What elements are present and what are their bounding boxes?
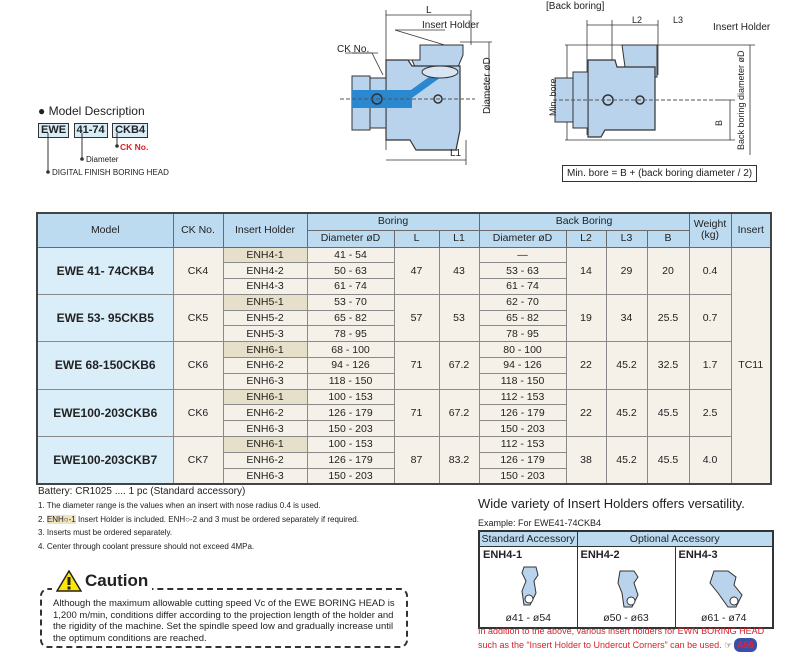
accessory-range: ø50 - ø63: [603, 612, 649, 624]
ck-cell: CK7: [173, 437, 223, 484]
holder-cell: ENH6-1: [223, 389, 307, 405]
diameter-cell: 150 - 203: [307, 468, 394, 484]
additional-info: [478, 624, 764, 652]
table-row: [37, 342, 771, 358]
back-diameter-cell: 61 - 74: [479, 279, 566, 295]
L-cell: 87: [394, 437, 439, 484]
accessories-example: Example: For EWE41-74CKB4: [478, 518, 602, 528]
model-description-title: ● Model Description: [38, 104, 145, 118]
diameter-label: Diameter: [86, 155, 119, 164]
holder-cell: ENH4-1: [223, 247, 307, 263]
B-cell: 20: [647, 247, 689, 294]
L1-cell: 83.2: [439, 437, 479, 484]
head-label: DIGITAL FINISH BORING HEAD: [52, 168, 169, 177]
holder-cell: ENH6-1: [223, 437, 307, 453]
min-bore-dim: Min. bore: [548, 78, 558, 116]
caution-title: Caution: [85, 571, 149, 590]
ck-cell: CK6: [173, 342, 223, 389]
insert-cell: TC11: [731, 247, 771, 484]
back-diameter-cell: 94 - 126: [479, 358, 566, 374]
model-part-series: EWE: [38, 123, 69, 138]
note-2-highlight: ENH○-1: [46, 514, 76, 524]
weight-cell: 4.0: [689, 437, 731, 484]
header-weight: Weight (kg): [689, 213, 731, 247]
back-diameter-cell: 112 - 153: [479, 437, 566, 453]
accessory-name: ENH4-3: [678, 548, 718, 561]
dim-L: L: [426, 5, 432, 16]
back-diameter-cell: 126 - 179: [479, 452, 566, 468]
dim-B: B: [714, 119, 724, 126]
standard-accessory-header: Standard Accessory: [479, 531, 577, 546]
accessory-range: ø61 - ø74: [700, 612, 747, 624]
min-bore-formula: Min. bore = B + (back boring diameter / 2): [562, 165, 757, 182]
header-bdia: Diameter øD: [479, 230, 566, 247]
accessory-name: ENH4-2: [580, 548, 620, 561]
header-dia: Diameter øD: [307, 230, 394, 247]
back-diameter-cell: 78 - 95: [479, 326, 566, 342]
B-cell: 25.5: [647, 294, 689, 341]
note-4: 4. Center through coolant pressure should not exceed 4MPa.: [38, 541, 255, 551]
model-cell: EWE100-203CKB6: [37, 389, 173, 436]
model-cell: EWE100-203CKB7: [37, 437, 173, 484]
table-row: [37, 294, 771, 310]
dim-L2: L2: [632, 15, 643, 25]
L2-cell: 22: [566, 389, 606, 436]
header-L2: L2: [566, 230, 606, 247]
L3-cell: 29: [606, 247, 647, 294]
note-2-prefix: 2.: [38, 514, 47, 524]
diameter-cell: 41 - 54: [307, 247, 394, 263]
diameter-cell: 50 - 63: [307, 263, 394, 279]
back-boring-diagram: [545, 15, 755, 155]
header-B: B: [647, 230, 689, 247]
note-1: 1. The diameter range is the values when an insert with nose radius 0.4 is used.: [38, 501, 321, 510]
header-insert: Insert: [731, 213, 771, 247]
diameter-cell: 150 - 203: [307, 421, 394, 437]
accessory-range: ø41 - ø54: [505, 612, 552, 624]
header-model: Model: [37, 213, 173, 247]
L1-cell: 67.2: [439, 342, 479, 389]
pointing-hand-icon: ☞: [724, 640, 733, 650]
weight-cell: 0.7: [689, 294, 731, 341]
holder-cell: ENH6-2: [223, 452, 307, 468]
table-row: [37, 437, 771, 453]
diameter-cell: 94 - 126: [307, 358, 394, 374]
weight-cell: 0.4: [689, 247, 731, 294]
diameter-cell: 65 - 82: [307, 310, 394, 326]
weight-cell: 2.5: [689, 389, 731, 436]
insert-holder-image: [516, 565, 546, 611]
L2-cell: 19: [566, 294, 606, 341]
L-cell: 47: [394, 247, 439, 294]
back-insert-holder-label: Insert Holder: [713, 22, 771, 33]
L1-cell: 53: [439, 294, 479, 341]
diameter-cell: 68 - 100: [307, 342, 394, 358]
back-boring-title: [Back boring]: [546, 1, 605, 12]
holder-cell: ENH5-3: [223, 326, 307, 342]
holder-cell: ENH6-1: [223, 342, 307, 358]
diameter-cell: 126 - 179: [307, 405, 394, 421]
optional-accessory-header: Optional Accessory: [577, 531, 773, 546]
back-diameter-cell: 112 - 153: [479, 389, 566, 405]
back-diameter-cell: 118 - 150: [479, 373, 566, 389]
diameter-cell: 100 - 153: [307, 389, 394, 405]
header-back-boring: Back Boring: [479, 213, 689, 230]
header-L3: L3: [606, 230, 647, 247]
ck-no-label: CK No.: [120, 142, 149, 152]
holder-cell: ENH5-2: [223, 310, 307, 326]
back-diameter-cell: 150 - 203: [479, 468, 566, 484]
diameter-cell: 53 - 70: [307, 294, 394, 310]
table-row: [37, 389, 771, 405]
back-diameter-cell: —: [479, 247, 566, 263]
holder-cell: ENH4-3: [223, 279, 307, 295]
L3-cell: 45.2: [606, 342, 647, 389]
diameter-cell: 126 - 179: [307, 452, 394, 468]
model-description-label: Model Description: [48, 104, 145, 118]
ck-cell: CK5: [173, 294, 223, 341]
L2-cell: 14: [566, 247, 606, 294]
holder-cell: ENH5-1: [223, 294, 307, 310]
L-cell: 57: [394, 294, 439, 341]
model-part-ck: CKB4: [112, 123, 148, 138]
back-diameter-cell: 126 - 179: [479, 405, 566, 421]
B-cell: 45.5: [647, 437, 689, 484]
ck-cell: CK4: [173, 247, 223, 294]
battery-note: Battery: CR1025 .... 1 pc (Standard accessory): [38, 486, 246, 497]
back-diameter-cell: 53 - 63: [479, 263, 566, 279]
caution-text: Although the maximum allowable cutting speed Vc of the EWE BORING HEAD is 1,200 m/min, conditions differ according to the projection length of the holder and the rigidity of the machine. Set the spindle speed low and gradually increase until the optimum conditions are reached.: [53, 598, 395, 644]
L1-cell: 67.2: [439, 389, 479, 436]
insert-holder-label: Insert Holder: [422, 20, 480, 31]
accessory-item: [577, 546, 675, 628]
page-ref-label: A56: [734, 638, 757, 652]
note-3: 3. Inserts must be ordered separately.: [38, 528, 173, 537]
diameter-cell: 100 - 153: [307, 437, 394, 453]
holder-cell: ENH6-3: [223, 421, 307, 437]
header-L: L: [394, 230, 439, 247]
notes: [38, 486, 359, 555]
L3-cell: 45.2: [606, 437, 647, 484]
accessory-item: [479, 546, 577, 628]
model-cell: EWE 41- 74CKB4: [37, 247, 173, 294]
L3-cell: 45.2: [606, 389, 647, 436]
diameter-cell: 61 - 74: [307, 279, 394, 295]
header-boring: Boring: [307, 213, 479, 230]
insert-holder-image: [706, 565, 750, 611]
accessory-name: ENH4-1: [483, 548, 523, 561]
holder-cell: ENH6-3: [223, 468, 307, 484]
model-part-diameter: 41-74: [74, 123, 108, 138]
ck-no-callout: CK No.: [337, 44, 370, 55]
page-ref-link[interactable]: [724, 640, 757, 650]
dim-L3: L3: [673, 15, 684, 25]
diameter-cell: 78 - 95: [307, 326, 394, 342]
L2-cell: 38: [566, 437, 606, 484]
note-2: [38, 515, 359, 524]
diameter-dim: Diameter øD: [482, 57, 493, 114]
header-holder: Insert Holder: [223, 213, 307, 247]
additional-line-2: such as the “Insert Holder to Undercut Corners” can be used.: [478, 640, 722, 650]
caution-heading: [52, 570, 152, 592]
additional-line-1: In addition to the above, various insert holders for EWN BORING HEAD: [478, 626, 765, 636]
ck-cell: CK6: [173, 389, 223, 436]
back-diameter-cell: 65 - 82: [479, 310, 566, 326]
L-cell: 71: [394, 389, 439, 436]
L1-cell: 43: [439, 247, 479, 294]
L-cell: 71: [394, 342, 439, 389]
L2-cell: 22: [566, 342, 606, 389]
caution-box: [40, 588, 408, 648]
accessories-heading: Wide variety of Insert Holders offers versatility.: [478, 496, 745, 511]
L3-cell: 34: [606, 294, 647, 341]
back-diameter-cell: 150 - 203: [479, 421, 566, 437]
accessory-table: [478, 530, 774, 629]
spec-table: [36, 212, 772, 485]
model-cell: EWE 53- 95CKB5: [37, 294, 173, 341]
table-row: [37, 247, 771, 263]
back-diameter-cell: 62 - 70: [479, 294, 566, 310]
dim-L1: L1: [450, 148, 462, 159]
back-dia-dim: Back boring diameter øD: [736, 50, 746, 150]
warning-icon: [56, 570, 82, 592]
header-ck: CK No.: [173, 213, 223, 247]
holder-cell: ENH6-2: [223, 405, 307, 421]
diameter-cell: 118 - 150: [307, 373, 394, 389]
back-diameter-cell: 80 - 100: [479, 342, 566, 358]
model-cell: EWE 68-150CKB6: [37, 342, 173, 389]
holder-cell: ENH6-3: [223, 373, 307, 389]
weight-cell: 1.7: [689, 342, 731, 389]
B-cell: 45.5: [647, 389, 689, 436]
holder-cell: ENH6-2: [223, 358, 307, 374]
note-2-text: Insert Holder is included. ENH○-2 and 3 must be ordered separately if required.: [75, 514, 359, 524]
holder-cell: ENH4-2: [223, 263, 307, 279]
B-cell: 32.5: [647, 342, 689, 389]
insert-holder-image: [614, 567, 648, 613]
accessory-item: [675, 546, 773, 628]
header-L1: L1: [439, 230, 479, 247]
